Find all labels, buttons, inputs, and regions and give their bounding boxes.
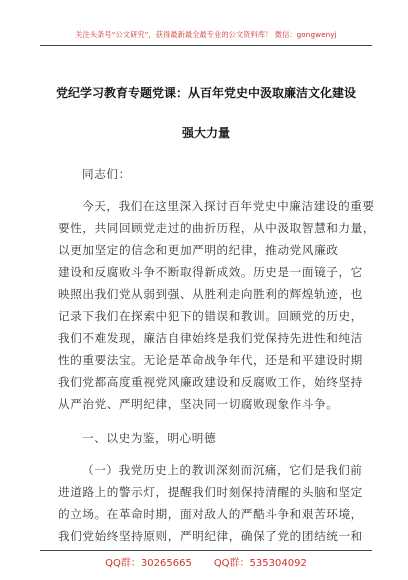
body-line: （一）我党历史上的教训深刻而沉痛，它们是我们前 [82, 463, 363, 477]
salutation: 同志们： [82, 167, 131, 181]
page-footer [40, 550, 372, 569]
body-line: 今天，我们在这里深入探讨百年党史中廉洁建设的重要 [82, 199, 375, 213]
body-line: 要性，共同回顾党走过的曲折历程，从中汲取智慧和力量， [58, 221, 376, 235]
page-header [40, 22, 372, 46]
body-line: 我们不难发现，廉洁自律始终是我们党保持先进性和纯洁 [58, 331, 363, 345]
document-title-line-2: 强大力量 [181, 126, 230, 140]
header-notice: 关注头条号“公文研究”，获得最新最全最专业的公文资料库！ 微信：gongwenyj [75, 30, 337, 39]
footer-qq-group-1: QQ群：30265665 [105, 558, 192, 569]
body-line: 建设和反腐败斗争不断取得新成效。历史是一面镜子，它 [58, 265, 363, 279]
body-line: 以更加坚定的信念和更加严明的纪律，推动党风廉政 [58, 243, 339, 257]
body-line: 记录下我们在探索中犯下的错误和教训。回顾党的历史， [58, 309, 363, 323]
body-line: 我们党始终坚持原则，严明纪律，确保了党的团结统一和 [58, 529, 363, 543]
body-line: 性的重要法宝。无论是革命战争年代，还是和平建设时期 [58, 353, 363, 367]
body-line: 映照出我们党从弱到强、从胜利走向胜利的辉煌轨迹，也 [58, 287, 363, 301]
body-line: 进道路上的警示灯，提醒我们时刻保持清醒的头脑和坚定 [58, 485, 363, 499]
section-heading: 一、以史为鉴，明心明德 [82, 431, 217, 445]
body-line: 从严治党、严明纪律，坚决同一切腐败现象作斗争。 [58, 397, 339, 411]
body-line: 的立场。在革命时期，面对敌人的严酷斗争和艰苦环境， [58, 507, 363, 521]
document-title-line-1: 党纪学习教育专题党课：从百年党史中汲取廉洁文化建设 [55, 86, 356, 100]
footer-qq-group-2: QQ群：535304092 [213, 558, 307, 569]
body-line: 我们党都高度重视党风廉政建设和反腐败工作，始终坚持 [58, 375, 363, 389]
